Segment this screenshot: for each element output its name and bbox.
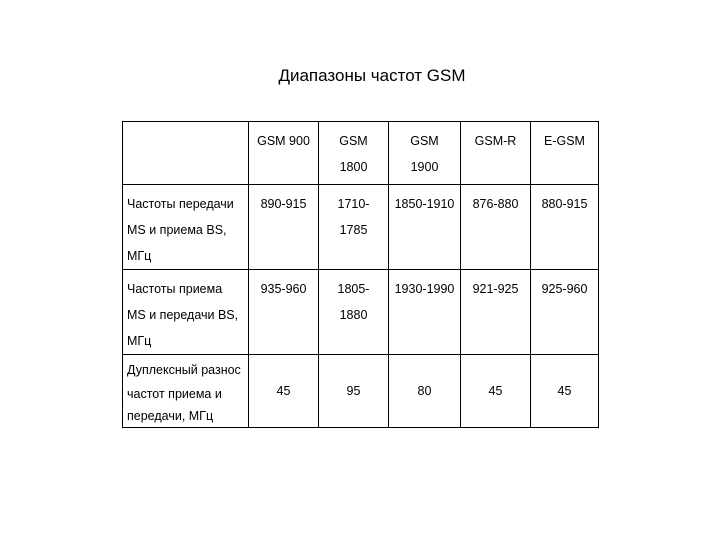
table-cell <box>461 270 531 355</box>
cell-text: 880-915 <box>541 197 588 211</box>
page-title: Диапазоны частот GSM <box>278 66 466 85</box>
header-cell-gsm-r <box>461 122 531 185</box>
row-label-line: Частоты приема <box>127 282 223 296</box>
row-label-line: передачи, МГц <box>127 409 214 423</box>
header-text: GSM-R <box>474 134 517 148</box>
cell-text: 921-925 <box>472 282 519 296</box>
cell-text: 1930-1990 <box>394 282 455 296</box>
cell-text: 935-960 <box>260 282 307 296</box>
table-cell <box>531 185 599 270</box>
table-row-duplex <box>123 355 599 428</box>
header-empty-cell <box>123 122 249 185</box>
header-cell-gsm1800 <box>319 122 389 185</box>
table-cell <box>461 355 531 428</box>
table-cell <box>461 185 531 270</box>
cell-text: 95 <box>346 384 361 398</box>
row-label-line: частот приема и <box>127 387 222 401</box>
row-label-line: Частоты передачи <box>127 197 234 211</box>
header-text-2: 1900 <box>410 160 439 174</box>
row-label-line: МГц <box>127 249 152 263</box>
header-text-2: 1800 <box>339 160 368 174</box>
cell-text-2: 1785 <box>339 223 368 237</box>
row-label-line: MS и приема BS, <box>127 223 227 237</box>
gsm-frequency-table <box>122 121 599 428</box>
cell-text: 80 <box>417 384 432 398</box>
cell-text: 1805- <box>337 282 370 296</box>
cell-text-2: 1880 <box>339 308 368 322</box>
row-label <box>123 270 249 355</box>
table-cell <box>249 185 319 270</box>
table-cell <box>389 355 461 428</box>
cell-text: 1850-1910 <box>394 197 455 211</box>
row-label-line: МГц <box>127 334 152 348</box>
table-cell <box>319 355 389 428</box>
table-row-tx <box>123 185 599 270</box>
cell-text: 45 <box>488 384 503 398</box>
header-text: GSM <box>410 134 439 148</box>
table-cell <box>531 270 599 355</box>
row-label-line: Дуплексный разнос <box>127 363 241 377</box>
table-cell <box>319 185 389 270</box>
table-cell <box>389 185 461 270</box>
cell-text: 45 <box>276 384 291 398</box>
header-cell-e-gsm <box>531 122 599 185</box>
table-cell <box>249 270 319 355</box>
header-cell-gsm1900 <box>389 122 461 185</box>
cell-text: 45 <box>557 384 572 398</box>
table-cell <box>531 355 599 428</box>
header-text: GSM 900 <box>257 134 310 148</box>
header-text: GSM <box>339 134 368 148</box>
header-text: E-GSM <box>544 134 585 148</box>
row-label <box>123 185 249 270</box>
table-cell <box>319 270 389 355</box>
cell-text: 890-915 <box>260 197 307 211</box>
table-cell <box>389 270 461 355</box>
row-label <box>123 355 249 428</box>
cell-text: 1710- <box>337 197 370 211</box>
cell-text: 925-960 <box>541 282 588 296</box>
table-row-rx <box>123 270 599 355</box>
row-label-line: MS и передачи BS, <box>127 308 239 322</box>
cell-text: 876-880 <box>472 197 519 211</box>
header-row <box>123 122 599 185</box>
header-cell-gsm900 <box>249 122 319 185</box>
table-cell <box>249 355 319 428</box>
